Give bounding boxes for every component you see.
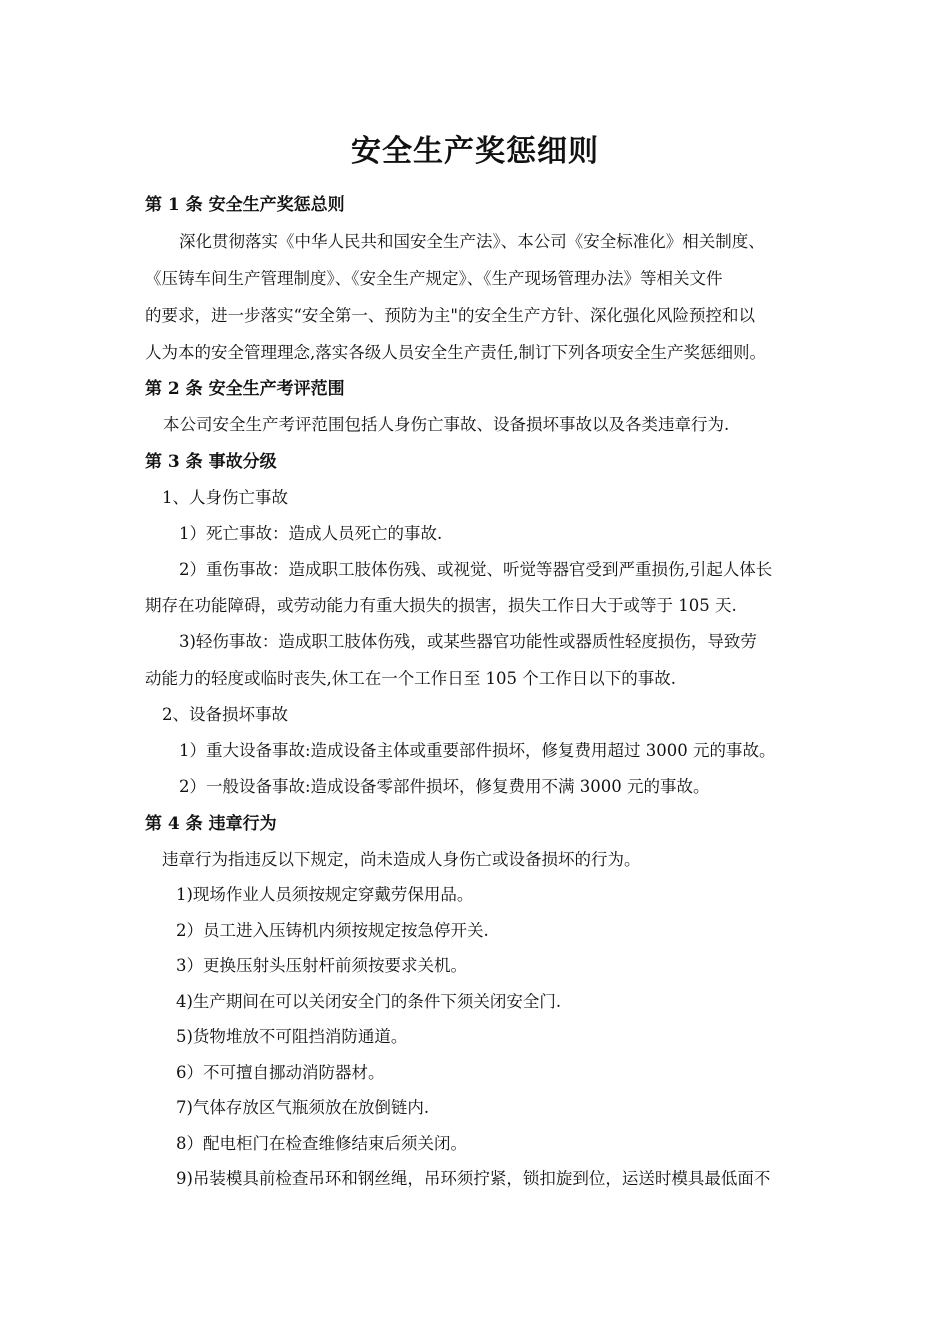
article-3-line: 2、设备损坏事故 (162, 705, 288, 724)
article-3-line: 1、人身伤亡事故 (162, 488, 288, 507)
document-title: 安全生产奖惩细则 (351, 134, 599, 169)
article-4-line: 违章行为指违反以下规定，尚未造成人身伤亡或设备损坏的行为。 (162, 850, 641, 869)
article-2-heading: 第 2 条 安全生产考评范围 (145, 379, 345, 399)
article-1-line: 人为本的安全管理理念,落实各级人员安全生产责任,制订下列各项安全生产奖惩细则。 (145, 343, 766, 362)
article-4-line: 8）配电柜门在检查维修结束后须关闭。 (176, 1134, 467, 1153)
article-3-line: 动能力的轻度或临时丧失,休工在一个工作日至 105 个工作日以下的事故. (145, 669, 676, 688)
article-1-heading: 第 1 条 安全生产奖惩总则 (145, 195, 345, 215)
article-4-line: 1)现场作业人员须按规定穿戴劳保用品。 (176, 885, 474, 904)
article-3-line: 1）死亡事故：造成人员死亡的事故. (179, 524, 443, 543)
article-1-line: 《压铸车间生产管理制度》、《安全生产规定》、《生产现场管理办法》等相关文件 (145, 269, 723, 288)
article-4-line: 7)气体存放区气瓶须放在放倒链内. (176, 1098, 430, 1117)
article-3-line: 期存在功能障碍，或劳动能力有重大损失的损害，损失工作日大于或等于 105 天. (145, 596, 737, 615)
article-4-line: 2）员工进入压铸机内须按规定按急停开关. (176, 921, 489, 940)
article-3-line: 2）一般设备事故:造成设备零部件损坏，修复费用不满 3000 元的事故。 (179, 777, 710, 796)
article-4-line: 6）不可擅自挪动消防器材。 (176, 1063, 385, 1082)
article-4-line: 5)货物堆放不可阻挡消防通道。 (176, 1027, 408, 1046)
article-3-line: 3)轻伤事故：造成职工肢体伤残，或某些器官功能性或器质性轻度损伤，导致劳 (179, 632, 757, 651)
article-4-line: 9)吊装模具前检查吊环和钢丝绳，吊环须拧紧，锁扣旋到位，运送时模具最低面不 (176, 1169, 771, 1188)
article-1-line: 深化贯彻落实《中华人民共和国安全生产法》、本公司《安全标准化》相关制度、 (179, 232, 765, 251)
article-1-line: 的要求，进一步落实“安全第一、预防为主"的安全生产方针、深化强化风险预控和以 (145, 306, 756, 325)
article-4-heading: 第 4 条 违章行为 (145, 814, 277, 834)
article-4-line: 3）更换压射头压射杆前须按要求关机。 (176, 956, 467, 975)
article-3-heading: 第 3 条 事故分级 (145, 452, 277, 472)
article-3-line: 2）重伤事故：造成职工肢体伤残、或视觉、听觉等器官受到严重损伤,引起人体长 (179, 560, 773, 579)
article-2-line: 本公司安全生产考评范围包括人身伤亡事故、设备损坏事故以及各类违章行为. (163, 415, 730, 434)
article-3-line: 1）重大设备事故:造成设备主体或重要部件损坏，修复费用超过 3000 元的事故。 (179, 741, 776, 760)
article-4-line: 4)生产期间在可以关闭安全门的条件下须关闭安全门. (176, 992, 562, 1011)
